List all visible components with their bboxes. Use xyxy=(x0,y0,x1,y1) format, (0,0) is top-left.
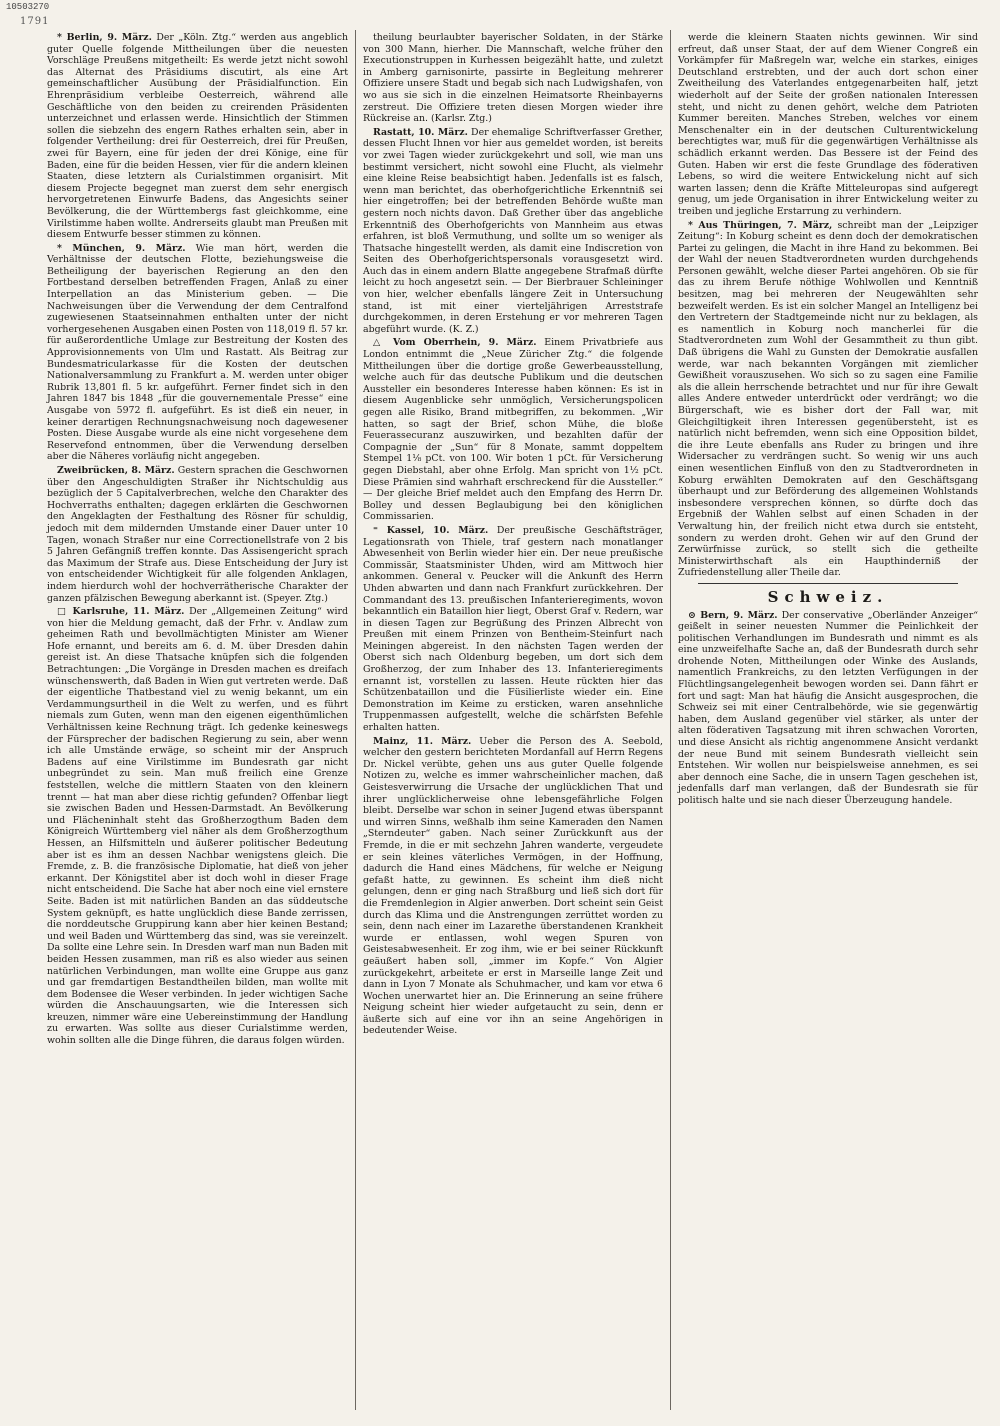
article-paragraph xyxy=(678,220,978,579)
article-dateline: Zweibrücken, 8. März. xyxy=(57,464,175,476)
article-dateline: * Aus Thüringen, 7. März, xyxy=(688,219,833,231)
article-text: Gestern sprachen die Geschwornen über den Angeschuldigten Straßer ihr Nichtschuldig aus bezüglich der 5 Capitalverbrechen, welche den Charakter des Hochverraths enthalten; dagegen erklärten die Geschwornen den Angeklagten der Festhaltung des Rösner für schuldig, jedoch mit dem mildernden Umstande einer Dauer unter 10 Tagen, wonach Straßer nur eine Correctionellstrafe von 2 bis 5 Jahren Gefängniß treffen konnte. Das Assisengericht sprach das Maximum der Strafe aus. Diese Entscheidung der Jury ist von entscheidender Wichtigkeit für alle folgenden Anklagen, indem hierdurch wohl der hochverrätherische Charakter der ganzen pfälzischen Bewegung aberkannt ist. (Speyer. Ztg.) xyxy=(47,464,349,604)
column-3-articles xyxy=(678,32,978,579)
article-paragraph xyxy=(47,606,348,1047)
article-paragraph xyxy=(363,525,663,734)
article-text: Der conservative „Oberländer Anzeiger“ geißelt in seiner neuesten Nummer die Peinlichkeit der politischen Verhandlungen im Bundesrath und nimmt es als eine unzweifelhafte Sache an, daß der Bundesrath durch sehr drohende Noten, Mittheilungen oder Winke des Auslands, namentlich Frankreichs, zu den letzten Verfügungen in der Flüchtlingsangelegenheit bewogen worden sei. Dann fährt er fort und sagt: Man hat häufig die Ansicht ausgesprochen, die Schweiz sei mit einer Centralbehörde, wie sie gegenwärtig haben, dem Ausland gegenüber viel stärker, als unter der alten föderativen Tagsatzung mit ihren schwachen Vororten, und diese Ansicht als richtig angenommene Ansicht verdankt der neue Bund mit seinem Bundesrath vielleicht sein Entstehen. Wir wollen nur beispielsweise annehmen, es sei aber dennoch eine Sache, die in unsern Tagen geschehen ist, jedenfalls darf man verlangen, daß der Bundesrath sie für politisch halte und sie nach dieser Überzeugung handele. xyxy=(678,609,979,806)
page-number: 1791 xyxy=(20,16,50,27)
article-dateline: Mainz, 11. März. xyxy=(373,735,472,747)
section-divider xyxy=(698,583,958,584)
page-id-label: 10503270 xyxy=(6,2,50,12)
article-paragraph xyxy=(678,32,978,218)
article-paragraph xyxy=(363,127,663,336)
newspaper-columns xyxy=(40,30,985,1410)
article-paragraph xyxy=(47,32,348,241)
article-dateline: □ Karlsruhe, 11. März. xyxy=(57,606,185,618)
article-text: Der „Allgemeinen Zeitung“ wird von hier die Meldung gemacht, daß der Frhr. v. Andlaw zum geheimen Rath und bevollmächtigten Minister am Wiener Hofe ernannt, und bereits am 6. d. M. über Dresden dahin gereist ist. An diese Thatsache knüpfen sich die folgenden Betrachtungen: „Die Vorgänge in Dresden machen es dreifach wünschenswerth, daß Baden in Wien gut vertreten werde. Daß der eigentliche Thatbestand viel zu wenig bekannt, um ein Verdammungsurtheil in die Welt zu werfen, und es führt niemals zum Guten, wenn man den eigenen eigenthümlichen Verhältnissen keine Rechnung trägt. Ich gedenke keineswegs der Fürsprecher der badischen Regierung zu sein, aber wenn ich alle Umstände erwäge, so scheint mir der Anspruch Badens auf eine Virilstimme im Bundesrath gar nicht unbegründet zu sein. Man muß freilich eine Grenze feststellen, welche die mittlern Staaten von den kleinern trennt — hat man aber diese richtig gefunden? Offenbar liegt sie zwischen Baden und Hessen-Darmstadt. An Bevölkerung und Flächeninhalt steht das Großherzogthum Baden dem Königreich Württemberg viel näher als dem Großherzogthum Hessen, an Hilfsmitteln und äußerer politischer Bedeutung aber ist es ihm an dessen Nachbar wenigstens gleich. Die Fremde, z. B. die französische Diplomatie, hat dieß von jeher erkannt. Der Königstitel aber ist doch wohl in dieser Frage nicht entscheidend. Die Sache hat aber noch eine viel ernstere Seite. Baden ist mit natürlichen Banden an das süddeutsche System geknüpft, es hatte unglücklich diese Bande zerrissen, die norddeutsche Gruppirung kann aber hier keinen Bestand; und weil Baden und Württemberg das sind, was sie vereinzelt. Da sollte eine Lehre sein. In Dresden warf man nun Baden mit beiden Hessen zusammen, man riß es also wieder aus seinen natürlichen Verbindungen, man wollte eine Gruppe aus ganz und gar fremdartigen Bestandtheilen bilden, man wollte mit dem Bodensee die Weser verbinden. In jeder wichtigen Sache würden die Anschauungsarten, wie die Interessen sich kreuzen, nimmer wäre eine Uebereinstimmung der Handlung zu erwarten. Was sollte aus dieser Curialstimme werden, wohin sollten alle die Dinge führen, die daraus folgen würden. xyxy=(47,606,348,1047)
article-text: Der ehemalige Schriftverfasser Grether, dessen Flucht Ihnen vor hier aus gemeldet worden, ist bereits vor zwei Tagen wieder zurückgekehrt und soll, wie man uns bestimmt versichert, nicht sowohl eine Flucht, als vielmehr eine kleine Reise beabsichtigt haben. Jedenfalls ist es falsch, wenn man berichtet, das oberhofgerichtliche Erkenntniß sei hier eingetroffen; bei der betreffenden Behörde wußte man gestern noch nichts davon. Daß Grether über das angebliche Erkenntniß des Oberhofgerichts von Mannheim aus etwas erfahren, ist bloß Vermuthung, und sollte um so weniger als Thatsache hingestellt werden, als damit eine Indiscretion von Seiten des Oberhofgerichtspersonals vorausgesetzt wird. Auch das in einem andern Blatte angegebene Strafmaß dürfte leicht zu hoch angesetzt sein. — Der Bierbrauer Schleininger von hier, welcher ebenfalls längere Zeit in Untersuchung stand, ist mit einer vierteljährigen Arreststrafe durchgekommen, in deren Erstehung er vor mehreren Tagen abgeführt wurde. (K. Z.) xyxy=(363,126,663,335)
article-text: Ueber die Person des A. Seebold, welcher den gestern berichteten Mordanfall auf Herrn Regens Dr. Nickel verübte, gehen uns aus guter Quelle folgende Notizen zu, welche es immer wahrscheinlicher machen, daß Geistesverwirrung die Ursache der unglücklichen That und ihrer unglücklicherweise ohne lebensgefährliche Folgen bleibt. Derselbe war schon in seiner Jugend etwas überspannt und wirren Sinns, weßhalb ihm seine Kameraden den Namen „Sterndeuter“ gaben. Nach seiner Zurückkunft aus der Fremde, in die er mit sechzehn Jahren wanderte, vergeudete er sein kleines väterliches Vermögen, in der Hoffnung, dadurch die Hand eines Mädchens, für welche er Neigung gefaßt hatte, zu gewinnen. Es scheint ihm dieß nicht gelungen, denn er ging nach Straßburg und ließ sich dort für die Fremdenlegion in Algier anwerben. Dort scheint sein Geist durch das Klima und die Anstrengungen zerrüttet worden zu sein, denn nach einer im Lazarethe überstandenen Krankheit wurde er entlassen, wohl wegen Spuren von Geistesabwesenheit. Er zog ihm, wie er bei seiner Rückkunft geäußert haben soll, „immer im Kopfe.“ Von Algier zurückgekehrt, arbeitete er erst in Marseille lange Zeit und dann in Lyon 7 Monate als Schuhmacher, und kam vor etwa 6 Wochen unerwartet hier an. Die Erinnerung an seine frühere Neigung scheint hier wieder aufgetaucht zu sein, denn er äußerte sich auf eine vor ihn an seine Angehörigen in bedeutender Weise. xyxy=(363,735,664,1037)
article-dateline: Rastatt, 10. März. xyxy=(373,126,468,138)
article-dateline: * München, 9. März. xyxy=(57,242,186,254)
article-dateline: △ Vom Oberrhein, 9. März. xyxy=(373,337,537,349)
article-text: Wie man hört, werden die Verhältnisse der deutschen Flotte, beziehungsweise die Betheiligung der bayerischen Regierung an den den Fortbestand derselben betreffenden Fragen, Anlaß zu einer Interpellation an das Ministerium geben. — Die Nachweisungen über die Verwendung der dem Centralfond zugewiesenen Staatseinnahmen enthalten unter der nicht vorhergesehenen Ausgaben einen Posten von 118,019 fl. 57 kr. für außerordentliche Umlage zur Bestreitung der Kosten des Approvisionnements von Ulm und Rastatt. Als Beitrag zur Bundesmatricularkasse für die Kosten der deutschen Nationalversammlung zu Frankfurt a. M. werden unter obiger Rubrik 13,801 fl. 5 kr. aufgeführt. Ferner findet sich in den Jahren 1847 bis 1848 „für die gouvernementale Presse“ eine Ausgabe von 5972 fl. aufgeführt. Es ist dieß ein neuer, in keiner derartigen Rechnungsnachweisung noch dagewesener Posten. Diese Ausgabe wurde als eine nicht vorgesehene dem Reservefond entnommen, über die Verwendung derselben aber die Näheres vorläufig nicht angegeben. xyxy=(47,242,348,463)
article-text: theilung beurlaubter bayerischer Soldaten, in der Stärke von 300 Mann, hierher. Die Mannschaft, welche früher den Executionstruppen in Kurhessen beigezählt hatte, und zuletzt in Amberg garnisonirte, passirte in Begleitung mehrerer Offiziere unsere Stadt und begab sich nach Ludwigshafen, von wo aus sie sich in die einzelnen Heimatsorte Rheinbayerns zerstreut. Die Offiziere treten diesen Morgen wieder ihre Rückreise an. (Karlsr. Ztg.) xyxy=(363,32,663,125)
article-paragraph xyxy=(47,243,348,463)
column-3-section-articles xyxy=(678,610,978,807)
section-heading: Schweiz. xyxy=(767,587,889,606)
column-2 xyxy=(355,30,670,1410)
column-3 xyxy=(670,30,985,1410)
article-text: werde die kleinern Staaten nichts gewinnen. Wir sind erfreut, daß unser Staat, der auf dem Wiener Congreß ein Vorkämpfer für Maßregeln war, welche ein starkes, einiges Deutschland erstrebten, und der auch dort schon einer Zweitheilung des Vaterlandes entgegenarbeiten half, jetzt wiederholt auf der Seite der großen nationalen Interessen steht, und nicht zu denen gehört, welche dem Patrioten Kummer bereiten. Manches Streben, welches vor einem Menschenalter ein in der deutschen Culturentwickelung berechtigtes war, muß für die gegenwärtigen Verhältnisse als schädlich erkannt werden. Das Bessere ist der Feind des Guten. Haben wir erst die feste Grundlage des föderativen Lebens, so wird die weitere Entwickelung nicht auf sich warten lassen; denn die Kräfte Mitteleuropas sind aufgeregt genug, um jede Organisation in ihrer Entwickelung weiter zu treiben und jegliche Erstarrung zu verhindern. xyxy=(678,32,978,217)
article-dateline: ⊙ Bern, 9. März. xyxy=(688,609,778,621)
article-paragraph xyxy=(363,32,663,125)
article-dateline: ⁼ Kassel, 10. März. xyxy=(373,524,489,536)
article-text: Der „Köln. Ztg.“ werden aus angeblich guter Quelle folgende Mittheilungen über die neuesten Vorschläge Preußens mitgetheilt: Es werde jetzt nicht sowohl das Alternat des Präsidiums discutirt, als eine Art gemeinschaftlicher Ausübung der Präsidialfunction. Ein Ehrenpräsidium verbleibe Oesterreich, während alle Geschäftliche von den beiden zu creirenden Präsidenten unterzeichnet und erlassen werde. Hinsichtlich der Stimmen sollen die siebzehn des engern Rathes erhalten sein, aber in folgender Vertheilung: drei für Oesterreich, drei für Preußen, zwei für Bayern, eine für jeden der drei Könige, eine für Baden, eine für die beiden Hessen, vier für die andern kleinen Staaten, diese letztern als Curialstimmen organisirt. Mit diesem Projecte begegnet man zuerst dem sehr energisch hervorgetretenen Einwurfe Badens, das Angesichts seiner Bevölkerung, die der Württembergs fast gleichkomme, eine Virilstimme haben wollte. Andrerseits glaubt man Preußen mit diesem Entwurfe besser stimmen zu können. xyxy=(47,32,348,241)
article-text: schreibt man der „Leipziger Zeitung“: In Koburg scheint es denn doch der demokratischen Partei zu gelingen, die Macht in ihre Hand zu bekommen. Bei der Wahl der neuen Stadtverordneten wurden durchgehends Personen gewählt, welche dieser Partei angehören. Ob sie für das zu ihrem Berufe nöthige Wohlwollen und Kenntniß besitzen, mag bei mehreren der Neugewählten sehr bezweifelt werden. Es ist ein solcher Mangel an Intelligenz bei den Vertretern der Stadtgemeinde nicht nur zu beklagen, als es namentlich in Koburg noch mancherlei für die Stadtverordneten zum Wohl der Gesammtheit zu thun gibt. Daß übrigens die Wahl zu Gunsten der Demokratie ausfallen werde, war nach bekannten Vorgängen mit ziemlicher Gewißheit vorauszusehen. Wo sich so zu sagen eine Familie als die allein herrschende betrachtet und nur für ihre Gewalt alles Andere entweder unterdrückt oder verdrängt; wo die Bürgerschaft, wie es bisher dort der Fall war, mit Gleichgiltigkeit ihren Interessen gegenübersteht, ist es natürlich nicht befremden, wenn sich eine Opposition bildet, die ihre Leute ebenfalls ans Ruder zu bringen und ihre Widersacher zu verdrängen sucht. So wenig wir uns auch einen wesentlichen Einfluß von den zu Stadtverordneten in Koburg erwählten Demokraten auf den Geschäftsgang überhaupt und zur Beförderung des allgemeinen Wohlstands insbesondere versprechen können, so dürfte doch das Ergebniß der Wahlen selbst auf einen Schaden in der Verwaltung hin, der freilich nicht etwa durch sie entsteht, sondern zu werden droht. Gehen wir auf den Grund der Zerwürfnisse zurück, so stellt sich die getheilte Ministerwirthschaft als ein Haupthinderniß der Zufriedenstellung aller Theile dar. xyxy=(678,219,978,579)
article-paragraph xyxy=(47,465,348,604)
article-paragraph xyxy=(678,610,978,807)
article-text: Einem Privatbriefe aus London entnimmt die „Neue Züricher Ztg.“ die folgende Mittheilungen über die dortige große Gewerbeausstellung, welche auch für das deutsche Publikum und die deutschen Aussteller ein besonderes Interesse haben können: Es ist in diesem Augenblicke sehr unmöglich, Versicherungspolicen gegen alle Risiko, Brand mitbegriffen, zu bekommen. „Wir hatten, so sagt der Brief, schon Mühe, die bloße Feuerassecuranz auszuwirken, und bezahlten dafür der Compagnie der „Sun“ für 8 Monate, sammt doppeltem Stempel 1⅛ pCt. von 100. Wir boten 1 pCt. für Versicherung gegen Diebstahl, aber ohne Erfolg. Man spricht von 1½ pCt. Diese Prämien sind wahrhaft erschreckend für die Aussteller.“ — Der gleiche Brief meldet auch den Empfang des Herrn Dr. Bolley und dessen Beglaubigung bei den königlichen Commissarien. xyxy=(363,337,664,523)
article-paragraph xyxy=(363,736,663,1037)
article-text: Der preußische Geschäftsträger, Legationsrath von Thiele, traf gestern nach monatlanger Abwesenheit von Berlin wieder hier ein. Der neue preußische Commissär, Staatsminister Uhden, wird am Mittwoch hier ankommen. General v. Peucker will die Ankunft des Herrn Uhden abwarten und dann nach Frankfurt zurückkehren. Der Commandant des 13. preußischen Infanterieregiments, wovon bekanntlich ein Bataillon hier liegt, Oberst Graf v. Redern, war in diesen Tagen zur Begrüßung des Prinzen Albrecht von Preußen mit einem Prinzen von Bentheim-Steinfurt nach Meiningen abgereist. In den nächsten Tagen werden der Oberst sich nach Oldenburg begeben, um dort sich dem Großherzog, der zum Inhaber des 13. Infanterieregiments ernannt ist, vorstellen zu lassen. Heute rückten hier das Schützenbataillon und die Füsilierliste wieder ein. Eine Demonstration im Keime zu ersticken, waren ansehnliche Truppenmassen aufgestellt, welche die schärfsten Befehle erhalten hatten. xyxy=(363,524,663,734)
column-1 xyxy=(40,30,355,1410)
article-paragraph xyxy=(363,337,663,523)
article-dateline: * Berlin, 9. März. xyxy=(57,32,152,43)
